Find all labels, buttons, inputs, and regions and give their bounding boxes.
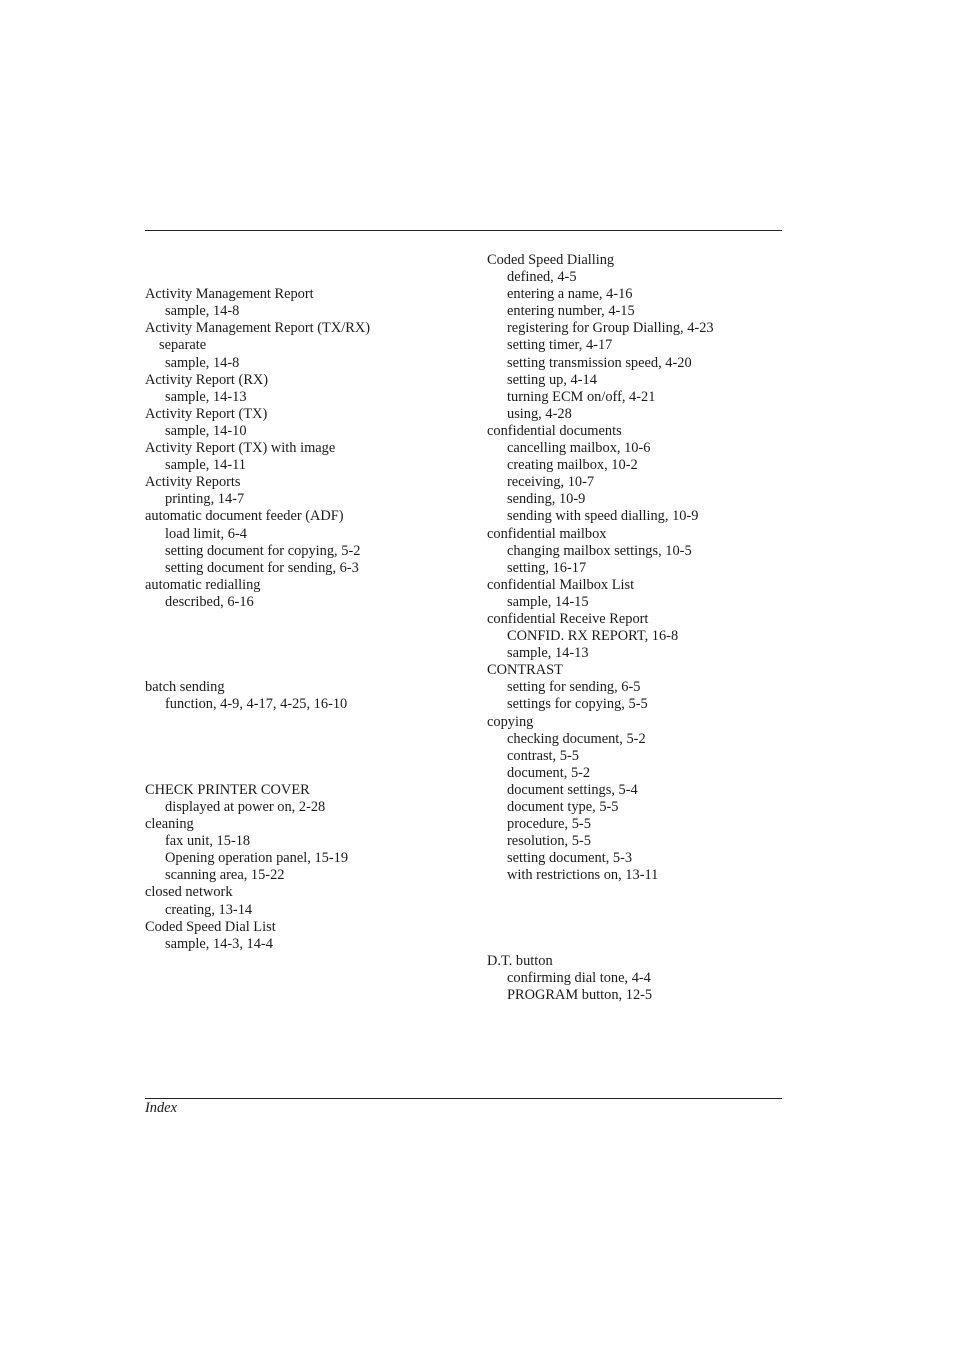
index-entry: confidential documents [487, 422, 622, 439]
index-subentry: sample, 14-13 [507, 645, 589, 662]
spacer [145, 645, 475, 662]
index-subentry: cancelling mailbox, 10-6 [507, 440, 651, 457]
index-subentry: separate [159, 337, 207, 354]
index-subentry: registering for Group Dialling, 4-23 [507, 320, 714, 337]
spacer [145, 611, 475, 628]
index-subentry: sending, 10-9 [507, 491, 586, 508]
index-subentry: displayed at power on, 2-28 [165, 799, 326, 815]
index-subentry: contrast, 5-5 [507, 747, 579, 764]
index-subentry: using, 4-28 [507, 405, 572, 422]
index-subentry: setting document for copying, 5-2 [165, 542, 361, 559]
index-subentry: described, 6-16 [165, 593, 254, 610]
index-subentry: sending with speed dialling, 10-9 [507, 508, 699, 525]
index-entry: Coded Speed Dialling [487, 252, 615, 268]
index-entry: Activity Report (RX) [145, 371, 269, 388]
index-subentry: creating, 13-14 [165, 901, 253, 918]
footer-rule [145, 1098, 782, 1099]
footer-label: Index [145, 1100, 177, 1116]
index-subentry: defined, 4-5 [507, 269, 577, 286]
index-entry: confidential mailbox [487, 525, 607, 542]
index-subentry: confirming dial tone, 4-4 [507, 969, 651, 986]
spacer [145, 714, 475, 731]
index-subentry: setting transmission speed, 4-20 [507, 354, 692, 371]
index-subentry: sample, 14-8 [165, 354, 240, 371]
index-subentry: procedure, 5-5 [507, 816, 591, 833]
index-column-left [145, 252, 475, 953]
index-subentry: fax unit, 15-18 [165, 833, 251, 850]
index-column-right [487, 252, 817, 1004]
index-subentry: entering number, 4-15 [507, 303, 635, 320]
index-subentry: document, 5-2 [507, 764, 591, 781]
index-subentry: checking document, 5-2 [507, 730, 646, 747]
index-entry: automatic redialling [145, 576, 261, 593]
index-entry: Activity Report (TX) with image [145, 440, 336, 457]
index-subentry: sample, 14-10 [165, 422, 247, 439]
index-entry: batch sending [145, 679, 225, 696]
index-subentry: settings for copying, 5-5 [507, 696, 648, 713]
index-entry: closed network [145, 884, 233, 901]
index-entry: automatic document feeder (ADF) [145, 508, 344, 525]
spacer [145, 748, 475, 765]
index-subentry: entering a name, 4-16 [507, 286, 633, 303]
index-entry: Activity Reports [145, 474, 241, 491]
index-subentry: creating mailbox, 10-2 [507, 457, 638, 474]
spacer [487, 919, 817, 936]
index-subentry: changing mailbox settings, 10-5 [507, 542, 692, 559]
index-subentry: resolution, 5-5 [507, 833, 591, 850]
header-rule [145, 230, 782, 231]
spacer [145, 765, 475, 782]
spacer [487, 936, 817, 953]
spacer [145, 662, 475, 679]
index-entry: copying [487, 713, 534, 730]
spacer [145, 252, 475, 269]
index-subentry: sample, 14-13 [165, 388, 247, 405]
index-subentry: load limit, 6-4 [165, 525, 247, 542]
index-subentry: Opening operation panel, 15-19 [165, 850, 349, 867]
index-subentry: sample, 14-8 [165, 303, 240, 320]
spacer [145, 628, 475, 645]
index-subentry: setting document for sending, 6-3 [165, 559, 359, 576]
index-subentry: setting for sending, 6-5 [507, 679, 641, 696]
index-subentry: document type, 5-5 [507, 799, 619, 815]
spacer [145, 269, 475, 286]
index-subentry: with restrictions on, 13-11 [507, 867, 659, 884]
index-entry: confidential Receive Report [487, 610, 649, 627]
index-subentry: sample, 14-15 [507, 593, 589, 610]
index-subentry: receiving, 10-7 [507, 474, 595, 491]
index-entry: Activity Management Report (TX/RX) [145, 320, 371, 337]
index-subentry: scanning area, 15-22 [165, 867, 285, 884]
index-subentry: CONFID. RX REPORT, 16-8 [507, 628, 679, 645]
index-entry: CONTRAST [487, 662, 563, 679]
index-entry: Activity Report (TX) [145, 405, 268, 422]
index-entry: Coded Speed Dial List [145, 918, 276, 935]
spacer [145, 731, 475, 748]
index-subentry: sample, 14-11 [165, 457, 246, 474]
index-entry: CHECK PRINTER COVER [145, 781, 310, 798]
spacer [487, 884, 817, 901]
index-subentry: document settings, 5-4 [507, 781, 638, 798]
index-subentry: PROGRAM button, 12-5 [507, 987, 653, 1004]
index-subentry: function, 4-9, 4-17, 4-25, 16-10 [165, 696, 348, 713]
index-subentry: turning ECM on/off, 4-21 [507, 388, 656, 405]
index-subentry: printing, 14-7 [165, 491, 245, 508]
index-subentry: sample, 14-3, 14-4 [165, 935, 273, 952]
index-subentry: setting document, 5-3 [507, 850, 633, 867]
index-entry: confidential Mailbox List [487, 576, 635, 593]
index-entry: D.T. button [487, 952, 553, 969]
index-entry: cleaning [145, 816, 194, 833]
index-subentry: setting up, 4-14 [507, 371, 597, 388]
index-subentry: setting, 16-17 [507, 559, 587, 576]
index-entry: Activity Management Report [145, 286, 314, 303]
index-subentry: setting timer, 4-17 [507, 337, 613, 354]
spacer [487, 902, 817, 919]
